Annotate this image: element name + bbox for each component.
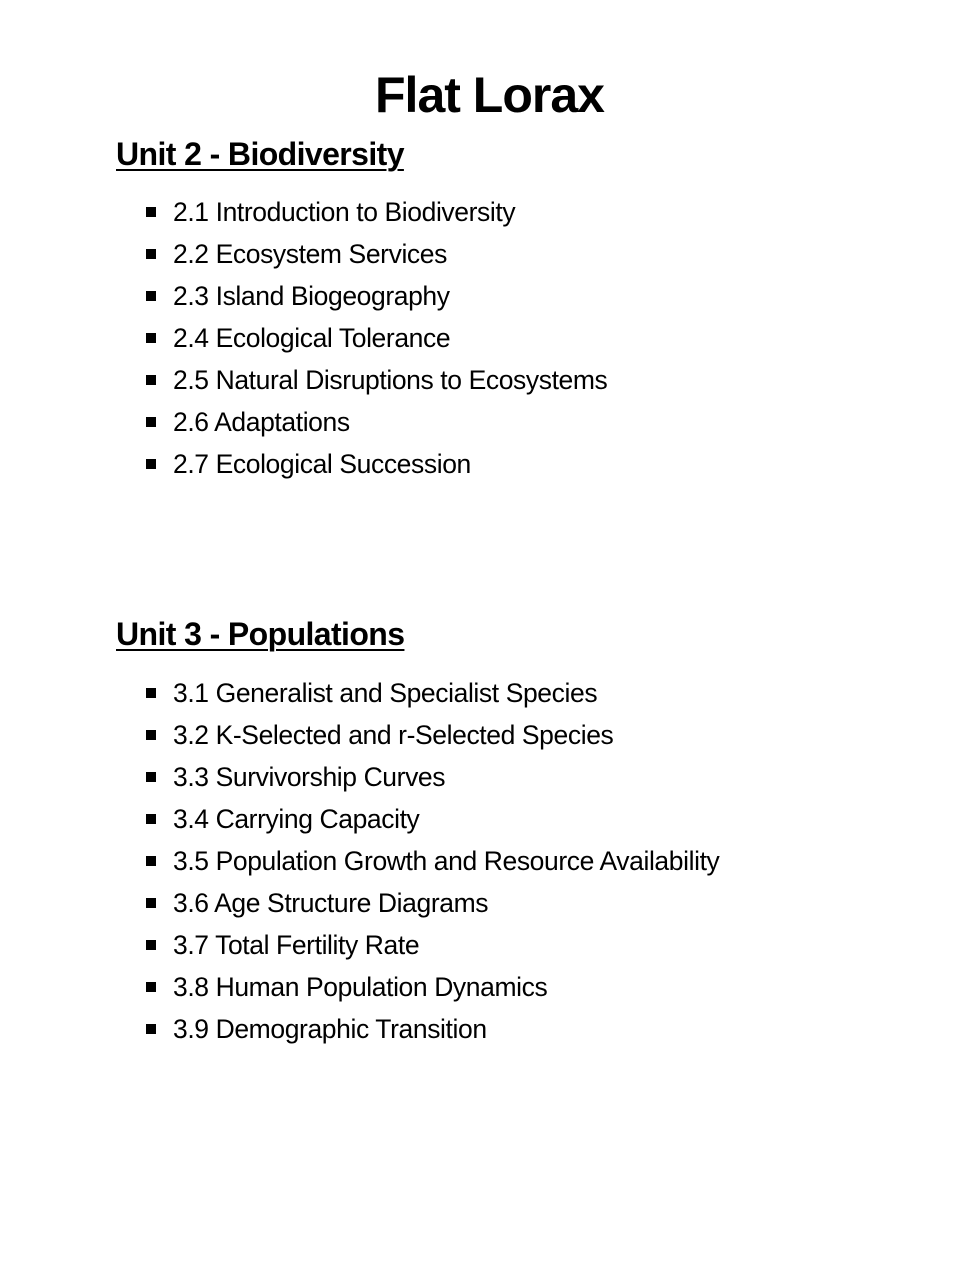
- square-bullet-icon: [146, 730, 156, 740]
- list-item: [146, 401, 607, 443]
- topic-label: 3.9 Demographic Transition: [173, 1013, 487, 1044]
- list-item: [146, 672, 719, 714]
- square-bullet-icon: [146, 375, 156, 385]
- unit-2-topic-list: [146, 191, 607, 485]
- topic-label: 3.2 K-Selected and r-Selected Species: [173, 719, 614, 750]
- square-bullet-icon: [146, 814, 156, 824]
- document-title: Flat Lorax: [375, 67, 604, 123]
- topic-label: 3.8 Human Population Dynamics: [173, 971, 548, 1002]
- topic-label: 3.3 Survivorship Curves: [173, 761, 446, 792]
- list-item: [146, 191, 607, 233]
- list-item: [146, 714, 719, 756]
- square-bullet-icon: [146, 688, 156, 698]
- square-bullet-icon: [146, 898, 156, 908]
- list-item: [146, 840, 719, 882]
- square-bullet-icon: [146, 940, 156, 950]
- list-item: [146, 359, 607, 401]
- topic-label: 2.7 Ecological Succession: [173, 448, 471, 479]
- square-bullet-icon: [146, 207, 156, 217]
- unit-2-heading: Unit 2 - Biodiversity: [116, 136, 404, 172]
- list-item: [146, 966, 719, 1008]
- topic-label: 3.6 Age Structure Diagrams: [173, 887, 489, 918]
- unit-3-heading: Unit 3 - Populations: [116, 616, 405, 652]
- topic-label: 3.1 Generalist and Specialist Species: [173, 677, 598, 708]
- unit-3-topic-list: [146, 672, 719, 1050]
- topic-label: 3.5 Population Growth and Resource Availability: [173, 845, 720, 876]
- square-bullet-icon: [146, 417, 156, 427]
- square-bullet-icon: [146, 1024, 156, 1034]
- topic-label: 2.6 Adaptations: [173, 406, 350, 437]
- list-item: [146, 443, 607, 485]
- list-item: [146, 275, 607, 317]
- topic-label: 2.5 Natural Disruptions to Ecosystems: [173, 364, 608, 395]
- list-item: [146, 233, 607, 275]
- topic-label: 3.7 Total Fertility Rate: [173, 929, 420, 960]
- topic-label: 2.3 Island Biogeography: [173, 280, 450, 311]
- list-item: [146, 756, 719, 798]
- square-bullet-icon: [146, 291, 156, 301]
- square-bullet-icon: [146, 982, 156, 992]
- square-bullet-icon: [146, 333, 156, 343]
- topic-label: 2.4 Ecological Tolerance: [173, 322, 451, 353]
- list-item: [146, 924, 719, 966]
- list-item: [146, 882, 719, 924]
- square-bullet-icon: [146, 249, 156, 259]
- square-bullet-icon: [146, 856, 156, 866]
- square-bullet-icon: [146, 772, 156, 782]
- topic-label: 2.2 Ecosystem Services: [173, 238, 447, 269]
- topic-label: 2.1 Introduction to Biodiversity: [173, 196, 516, 227]
- square-bullet-icon: [146, 459, 156, 469]
- list-item: [146, 1008, 719, 1050]
- list-item: [146, 317, 607, 359]
- list-item: [146, 798, 719, 840]
- topic-label: 3.4 Carrying Capacity: [173, 803, 420, 834]
